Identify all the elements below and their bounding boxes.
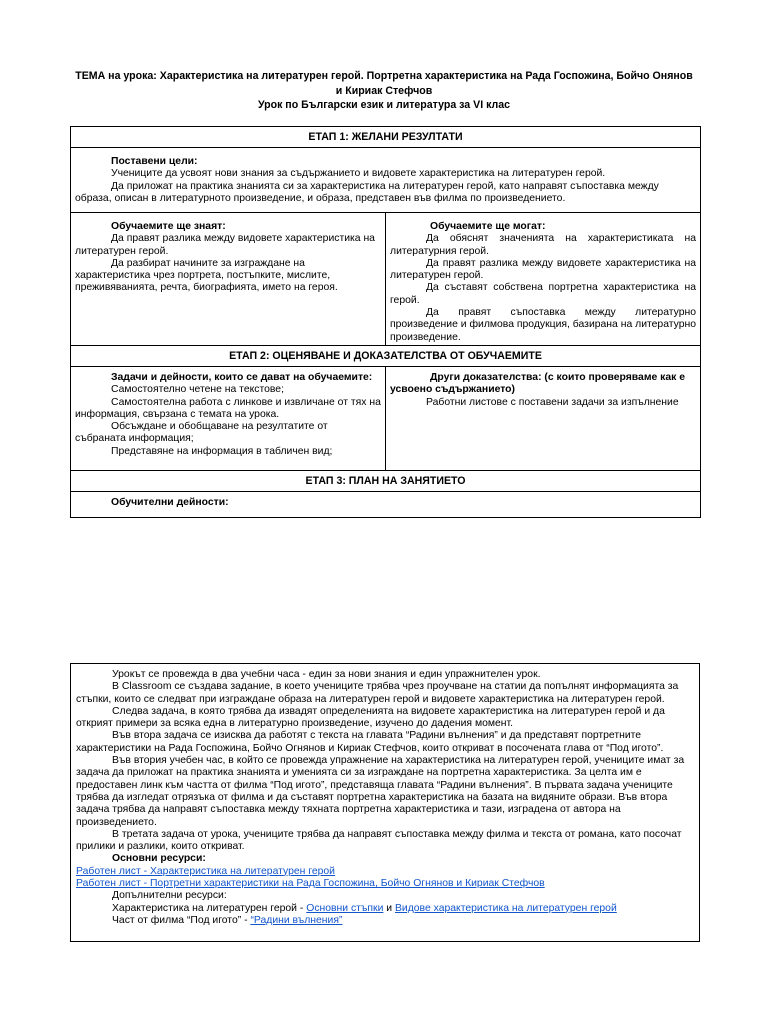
activities-heading: Обучителни дейности: (111, 497, 229, 508)
task-3: Обсъждане и обобщаване на резултатите от събраната информация; (75, 421, 328, 445)
lesson-plan-table (70, 126, 701, 518)
lesson-paragraph-6: В третата задача от урока, учениците трябва да направят съпоставка между филма и текста от романа, като посочат прилики и разлики, които откриват. (76, 828, 682, 853)
stage2-title: ЕТАП 2: ОЦЕНЯВАНЕ И ДОКАЗАТЕЛСТВА ОТ ОБУЧАЕМИТЕ (71, 346, 701, 367)
tasks-cell (71, 367, 386, 471)
can-item-4: Да правят съпоставка между литературно произведение и филмова продукция, базирана на литературно произведение. (390, 307, 697, 343)
lesson-subject-line: Урок по Български език и литература за VI клас (257, 99, 511, 111)
extra-resources-heading: Допълнителни ресурси: (112, 890, 227, 902)
can-item-1: Да обяснят значенията на характеристиката на литературния герой. (390, 233, 697, 257)
lesson-paragraph-4: Във втора задача се изисква да работят с текста на главата “Радини вълнения” и да представят портретните характеристики на Рада Госпожина, Бойчо Огнянов и Кириак Стефчов, които откриват в посочената глава от “Под игото”. (76, 730, 664, 754)
know-heading: Обучаемите ще знаят: (111, 221, 226, 232)
link-film-excerpt[interactable]: “Радини вълнения” (250, 914, 343, 926)
goals-heading: Поставени цели: (111, 156, 198, 167)
goal-1: Учениците да усвоят нови знания за съдържанието и видовете характеристика на литературен герой. (111, 168, 606, 180)
goal-2: Да приложат на практика знанията си за характеристика на литературен герой, като направят съпоставка между образа, описан в литературното произведение, и образа, представен във филма по произведението. (75, 180, 659, 204)
can-item-3: Да съставят собствена портретна характеристика на герой. (390, 282, 697, 306)
lesson-description-box (70, 663, 700, 942)
extra-resource-1 (76, 903, 694, 915)
task-2: Самостоятелна работа с линкове и извличане от тях на информация, свързана с темата на урока. (75, 396, 381, 420)
lesson-topic-line2: и Кириак Стефчов (335, 84, 433, 97)
task-1: Самостоятелно четене на текстове; (111, 384, 284, 396)
extra-resource-1-and: и (383, 902, 395, 914)
lesson-paragraph-2: В Classroom се създава задание, в което учениците трябва чрез проучване на статии да попълнят информацията за стъпки, които се следват при изграждане образа на литературен герой и видовете характеристика на литературен герой. (76, 681, 679, 705)
know-cell (71, 213, 386, 346)
know-item-1: Да правят разлика между видовете характеристика на литературен герой. (75, 233, 375, 257)
page-header (60, 69, 708, 113)
stage1-title: ЕТАП 1: ЖЕЛАНИ РЕЗУЛТАТИ (71, 127, 701, 148)
activities-cell (71, 492, 701, 518)
lesson-topic-line1: ТЕМА на урока: Характеристика на литературен герой. Портретна характеристика на Рада Госпожина, Бойчо Онянов (75, 70, 693, 82)
extra-resource-2 (76, 915, 694, 927)
extra-resource-1-prefix: Характеристика на литературен герой - (112, 902, 307, 914)
evidence-item-1: Работни листове с поставени задачи за изпълнение (426, 396, 679, 408)
resource-link-portraits-worksheet[interactable]: Работен лист - Портретни характеристики на Рада Госпожина, Бойчо Огнянов и Кириак Стефчов (76, 878, 545, 890)
know-item-2: Да разбират начините за изграждане на характеристика чрез портрета, постъпките, мислите, преживяванията, речта, биографията, името на героя. (75, 257, 338, 294)
evidence-cell (386, 367, 701, 471)
link-basic-steps[interactable]: Основни стъпки (306, 902, 384, 914)
stage3-title: ЕТАП 3: ПЛАН НА ЗАНЯТИЕТО (71, 471, 701, 492)
lesson-paragraph-5: Във втория учебен час, в който се провежда упражнение на характеристика на литературен герой, учениците имат за задача да приложат на практика знанията и уменията си за изграждане на портретна характеристика. За целта им е предоставен линк към частта от филма “Под игото”, представяща главата “Радини вълнения”. В първата задача учениците трябва да изгледат отрязъка от филма и да съставят портретна характеристика на базата на видяните образи. Във втора задача трябва да направят съпоставка между тяхната портретна характеристика и тази, изградена от автора на произведението. (76, 755, 685, 828)
evidence-heading: Други доказателства: (с които проверяваме как е усвоено съдържанието) (390, 372, 686, 396)
resource-link-characteristic-worksheet[interactable]: Работен лист - Характеристика на литературен герой (76, 865, 335, 877)
can-item-2: Да правят разлика между видовете характеристика на литературен герой. (390, 257, 697, 282)
link-characteristic-types[interactable]: Видове характеристика на литературен герой (394, 902, 617, 914)
extra-resource-2-prefix: Част от филма “Под игото” - (112, 914, 251, 926)
task-4: Представяне на информация в табличен вид; (111, 445, 333, 457)
stage1-goals-cell (71, 148, 701, 213)
lesson-paragraph-3: Следва задача, в която трябва да извадят определенията на видовете характеристика на литературен герой и да открият примери за всяка една в литературно произведение, изучено до дадения момент. (76, 705, 665, 730)
lesson-paragraph-1: Урокът се провежда в два учебни часа - един за нови знания и един упражнителен урок. (112, 669, 541, 680)
tasks-heading: Задачи и дейности, които се дават на обучаемите: (111, 372, 373, 383)
can-cell (386, 213, 701, 346)
main-resources-heading: Основни ресурси: (112, 853, 206, 865)
can-heading: Обучаемите ще могат: (430, 221, 546, 232)
